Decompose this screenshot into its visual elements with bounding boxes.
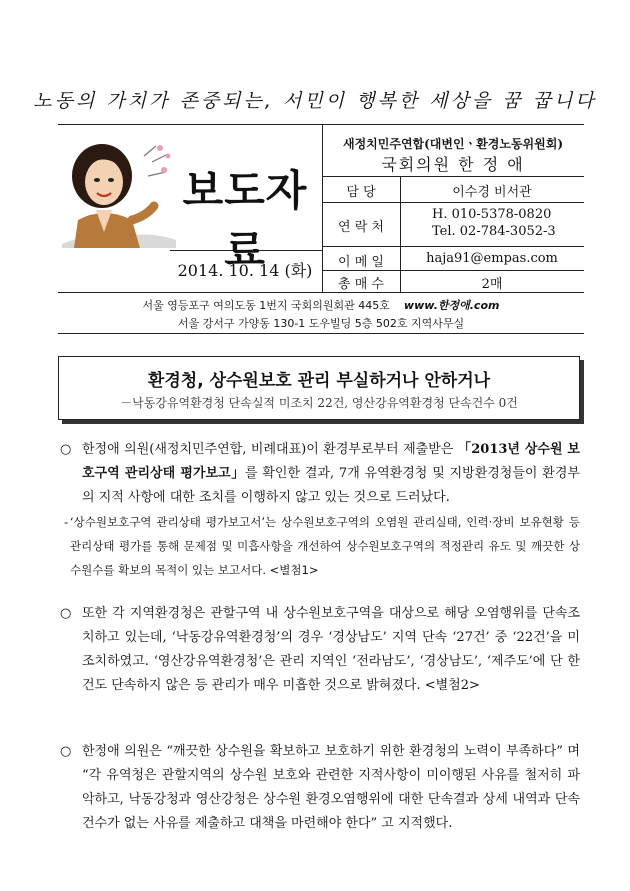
- paragraph-2: [60, 602, 580, 698]
- bullet-circle: ○: [60, 606, 72, 621]
- office-name: 국회의원 한 정 애: [381, 155, 525, 174]
- row-rule: [322, 246, 584, 247]
- address-line-1: [58, 297, 584, 313]
- contact-person-value: 이수경 비서관: [452, 185, 532, 200]
- report-title: 「2013년 상수원 보호구역 관리상태 평가보고」: [82, 442, 580, 481]
- address-rule: [58, 333, 584, 334]
- bullet-circle: ○: [60, 442, 72, 457]
- page-count-value: 2매: [481, 277, 503, 292]
- website-link[interactable]: www.한정애.com: [403, 299, 500, 312]
- sub-paragraph-1: [64, 510, 580, 582]
- paragraph-1-text: 한정애 의원(새정치민주연합, 비례대표)이 환경부로부터 제출받은: [82, 442, 458, 457]
- header-bottom-rule: [58, 292, 584, 293]
- paragraph-3-text: 한정애 의원은 “깨끗한 상수원을 확보하고 보호하기 위한 환경청의 노력이 부족하다” 며 “각 유역청은 관할지역의 상수원 보호와 관련한 지적사항이 미이행된 사유를 철저히 파악하고, 낙동강청과 영산강청은 상수원 환경오염행위에 대한 단속결과 상세 내역과 단속건수가 없는 사유를 제출하고 대책을 마련해야 한다” 고 지적했다.: [82, 744, 580, 831]
- email-label: 이 메 일: [338, 255, 384, 270]
- bullet-circle: ○: [60, 744, 72, 759]
- party-affiliation: 새정치민주연합(대변인ㆍ환경노동위원회): [342, 137, 563, 151]
- headline: 환경청, 상수원보호 관리 부실하거나 안하거나: [147, 371, 491, 391]
- page-count-label: 총 매 수: [338, 277, 384, 292]
- row-rule: [322, 270, 584, 271]
- row-rule: [322, 176, 584, 177]
- paragraph-1-text-cont: 를 확인한 결과, 7개 유역환경청 및 지방환경청들이 환경부의 지적 사항에 대한 조치를 이행하지 않고 있는 것으로 드러났다.: [82, 466, 580, 505]
- slogan: 노동의 가치가 존중되는, 서민이 행복한 세상을 꿈 꿉니다: [33, 90, 597, 112]
- release-date: 2014. 10. 14 (화): [177, 261, 313, 280]
- headline-box: [58, 356, 580, 420]
- email-value[interactable]: haja91@empas.com: [426, 251, 558, 266]
- contact-person-label: 담 당: [346, 185, 376, 200]
- row-rule: [322, 202, 584, 203]
- address-line-2: 서울 강서구 가양동 130-1 도우빌딩 5층 502호 지역사무실: [177, 317, 465, 330]
- phone-office: Tel. 02-784-3052-3: [432, 224, 556, 239]
- phone-label: 연 락 처: [338, 220, 384, 235]
- phone-mobile: H. 010-5378-0820: [432, 207, 552, 222]
- paragraph-1: [60, 438, 580, 510]
- header-top-rule: [58, 124, 584, 125]
- document-title: 보도자료: [182, 166, 308, 275]
- bullet-dash: -: [64, 515, 69, 529]
- portrait-illustration: [60, 136, 178, 248]
- sub-paragraph-1-text: ‘상수원보호구역 관리상태 평가보고서’는 상수원보호구역의 오염원 관리실태, 인력·장비 보유현황 등 관리상태 평가를 통해 문제점 및 미흡사항을 개선하여 상수원보호구역의 적정관리 유도 및 깨끗한 상수원수를 확보의 목적이 있는 보고서다. <별첨1>: [70, 515, 580, 577]
- subheadline: －낙동강유역환경청 단속실적 미조치 22건, 영산강유역환경청 단속건수 0건: [120, 396, 518, 410]
- national-assembly-address: 서울 영등포구 여의도동 1번지 국회의원회관 445호: [142, 299, 390, 312]
- paragraph-3: [60, 740, 580, 836]
- paragraph-2-text: 또한 각 지역환경청은 관할구역 내 상수원보호구역을 대상으로 해당 오염행위를 단속조치하고 있는데, ‘낙동강유역환경청’의 경우 ‘경상남도’ 지역 단속 ‘27건’ 중 ‘22건’을 미조치하였고. ‘영산강유역환경청’은 관리 지역인 ‘전라남도’, ‘경상남도’, ‘제주도’에 단 한건도 단속하지 않은 등 관리가 매우 미흡한 것으로 밝혀졌다. <별첨2>: [82, 606, 580, 693]
